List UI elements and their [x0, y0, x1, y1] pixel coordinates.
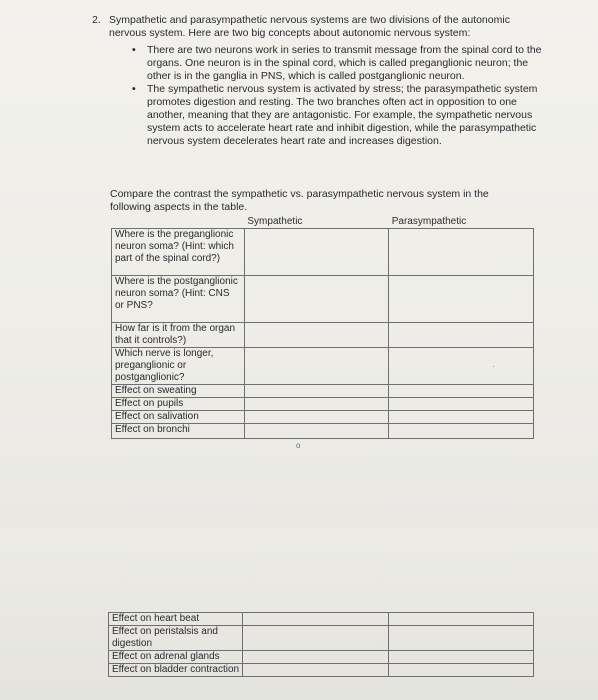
parasympathetic-answer-cell[interactable]	[389, 424, 534, 439]
parasympathetic-answer-cell[interactable]	[389, 229, 534, 276]
row-label: How far is it from the organ that it controls?)	[112, 323, 245, 348]
sympathetic-answer-cell[interactable]	[244, 385, 388, 398]
row-label: Effect on bronchi	[112, 424, 245, 439]
sympathetic-answer-cell[interactable]	[244, 348, 388, 385]
table-row	[109, 664, 534, 677]
sympathetic-answer-cell[interactable]	[243, 613, 388, 626]
bullet-icon: •	[132, 44, 136, 56]
concept-list	[129, 44, 549, 148]
table-row	[112, 323, 534, 348]
row-label: Effect on salivation	[112, 411, 245, 424]
table-row	[112, 398, 534, 411]
row-label: Effect on adrenal glands	[109, 651, 243, 664]
parasympathetic-answer-cell[interactable]	[389, 323, 534, 348]
table-row	[112, 411, 534, 424]
sympathetic-answer-cell[interactable]	[243, 626, 388, 651]
table-row	[112, 276, 534, 323]
concept-text: There are two neurons work in series to transmit message from the spinal cord to the organs. One neuron is in the spinal cord, which is called preganglionic neuron; the other is in the ganglia in PNS, which is called postganglionic neuron.	[147, 44, 542, 82]
header-blank	[112, 215, 245, 229]
concept-text: The sympathetic nervous system is activated by stress; the parasympathetic system promotes digestion and resting. The two branches often act in opposition to one another, meaning that they are antagonistic. For example, the sympathetic nervous system acts to accelerate heart rate and inhibit digestion, while the parasympathetic nervous system decelerates heart rate and increases digestion.	[147, 83, 538, 147]
row-label: Effect on pupils	[112, 398, 245, 411]
row-label: Where is the postganglionic neuron soma? (Hint: CNS or PNS?	[112, 276, 245, 323]
compare-prompt: Compare the contrast the sympathetic vs. parasympathetic nervous system in the following aspects in the table.	[110, 188, 489, 213]
sympathetic-answer-cell[interactable]	[244, 229, 388, 276]
comparison-table	[111, 215, 534, 439]
row-label: Effect on heart beat	[109, 613, 243, 626]
concept-item	[129, 83, 549, 148]
sympathetic-answer-cell[interactable]	[243, 664, 388, 677]
parasympathetic-answer-cell[interactable]	[389, 348, 534, 385]
table-row	[109, 626, 534, 651]
stray-mark: ·	[492, 362, 495, 371]
bullet-icon: •	[132, 83, 136, 95]
sympathetic-answer-cell[interactable]	[244, 398, 388, 411]
row-label: Which nerve is longer, preganglionic or postganglionic?	[112, 348, 245, 385]
sympathetic-answer-cell[interactable]	[244, 323, 388, 348]
table-row	[109, 613, 534, 626]
header-parasympathetic: Parasympathetic	[389, 215, 534, 229]
question-number: 2.	[92, 14, 101, 26]
table-header-row	[112, 215, 534, 229]
parasympathetic-answer-cell[interactable]	[388, 664, 533, 677]
concept-item	[129, 44, 549, 83]
parasympathetic-answer-cell[interactable]	[389, 411, 534, 424]
sympathetic-answer-cell[interactable]	[244, 411, 388, 424]
parasympathetic-answer-cell[interactable]	[389, 398, 534, 411]
table-row	[109, 651, 534, 664]
row-label: Effect on peristalsis and digestion	[109, 626, 243, 651]
sympathetic-answer-cell[interactable]	[244, 276, 388, 323]
parasympathetic-answer-cell[interactable]	[388, 651, 533, 664]
parasympathetic-answer-cell[interactable]	[389, 276, 534, 323]
parasympathetic-answer-cell[interactable]	[388, 626, 533, 651]
parasympathetic-answer-cell[interactable]	[389, 385, 534, 398]
sympathetic-answer-cell[interactable]	[243, 651, 388, 664]
stray-mark: o	[296, 441, 301, 450]
row-label: Effect on sweating	[112, 385, 245, 398]
sympathetic-answer-cell[interactable]	[244, 424, 388, 439]
header-sympathetic: Sympathetic	[244, 215, 388, 229]
parasympathetic-answer-cell[interactable]	[388, 613, 533, 626]
table-row	[112, 229, 534, 276]
table-row	[112, 348, 534, 385]
question-intro: Sympathetic and parasympathetic nervous systems are two divisions of the autonomic nervous system. Here are two big concepts about autonomic nervous system:	[109, 14, 510, 39]
row-label: Where is the preganglionic neuron soma? (Hint: which part of the spinal cord?)	[112, 229, 245, 276]
table-row	[112, 424, 534, 439]
table-row	[112, 385, 534, 398]
row-label: Effect on bladder contraction	[109, 664, 243, 677]
stray-mark: ·	[398, 318, 401, 327]
comparison-table-continued	[108, 612, 534, 677]
